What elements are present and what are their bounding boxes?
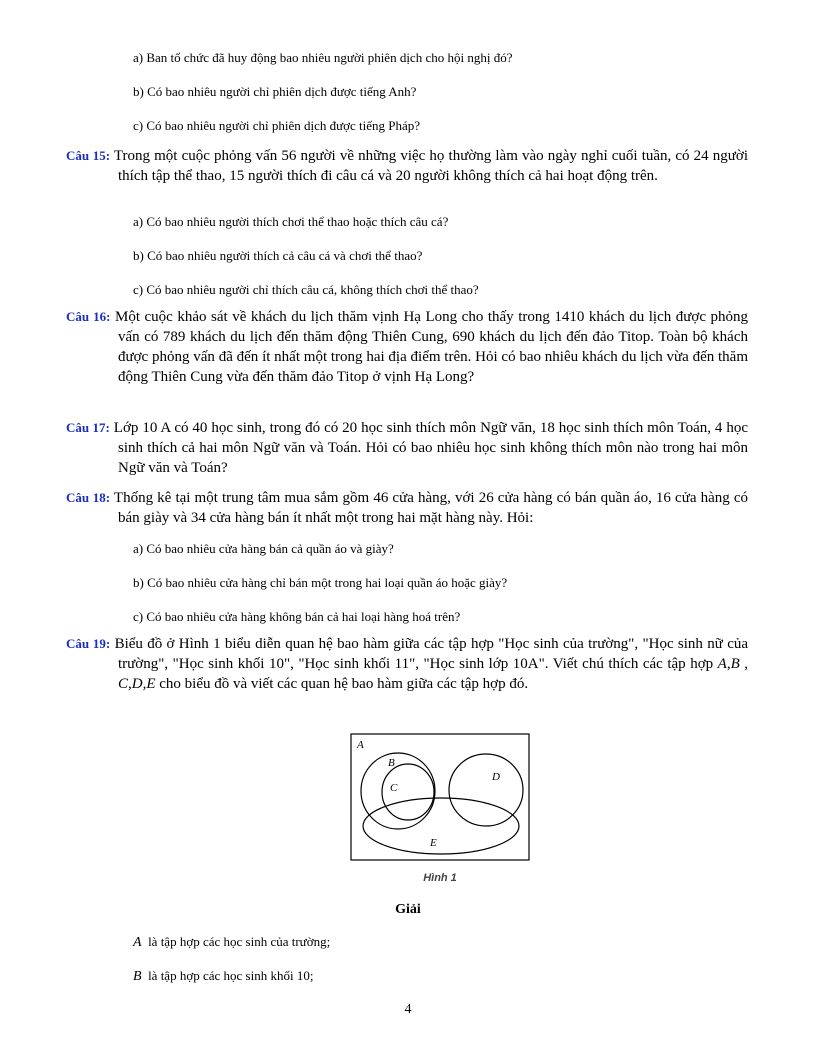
item-b-english-only: b) Có bao nhiêu người chỉ phiên dịch được tiếng Anh?: [133, 84, 417, 99]
solution-line-B-symbol: B: [133, 969, 142, 984]
label-E: E: [430, 837, 437, 849]
question-15-text: Trong một cuộc phỏng vấn 56 người về những việc họ thường làm vào ngày nghỉ cuối tuần, có 24 người thích tập thể thao, 15 người thích đi câu cá và 20 người không thích cả hai hoạt động trên.: [113, 148, 748, 184]
question-15: [66, 146, 748, 186]
question-16-text: Một cuộc khảo sát về khách du lịch thăm vịnh Hạ Long cho thấy trong 1410 khách du lịch được phỏng vấn có 789 khách du lịch đến thăm động Thiên Cung, 690 khách du lịch đến đảo Titop. Toàn bộ khách được phỏng vấn đã đến ít nhất một trong hai địa điểm trên. Hỏi có bao nhiêu khách du lịch vừa đến thăm động Thiên Cung vừa đến thăm đảo Titop ở vịnh Hạ Long?: [115, 309, 749, 385]
question-17: [66, 418, 748, 478]
q18-item-a: a) Có bao nhiêu cửa hàng bán cả quần áo và giày?: [133, 541, 394, 556]
set-E-ellipse: [363, 798, 519, 854]
label-D: D: [492, 771, 500, 783]
question-19-sets: A,B , C,D,E: [118, 656, 749, 692]
question-19: [66, 634, 748, 694]
question-17-text: Lớp 10 A có 40 học sinh, trong đó có 20 học sinh thích môn Ngữ văn, 18 học sinh thích môn Toán, 4 học sinh thích cả hai môn Ngữ văn và Toán. Hỏi có bao nhiêu học sinh không thích môn nào trong hai môn Ngữ văn và Toán?: [113, 420, 748, 476]
question-19-label: Câu 19:: [66, 636, 111, 651]
page-number: 4: [404, 1002, 412, 1017]
q15-item-a: a) Có bao nhiêu người thích chơi thể thao hoặc thích câu cá?: [133, 214, 449, 229]
solution-line-B-text: là tập hợp các học sinh khối 10;: [148, 968, 314, 983]
question-18-text: Thống kê tại một trung tâm mua sắm gồm 46 cửa hàng, với 26 cửa hàng có bán quần áo, 16 cửa hàng có bán giày và 34 cửa hàng bán ít nhất một trong hai mặt hàng này. Hỏi:: [113, 490, 749, 526]
label-B: B: [388, 757, 395, 769]
set-D-circle: [449, 754, 523, 826]
question-19-text-before: Biểu đồ ở Hình 1 biểu diễn quan hệ bao hàm giữa các tập hợp "Học sinh của trường", "Học sinh nữ của trường", "Học sinh khối 10", "Học sinh khối 11", "Học sinh lớp 10A". Viết chú thích các tập hợp: [114, 636, 749, 672]
q18-item-b: b) Có bao nhiêu cửa hàng chỉ bán một trong hai loại quần áo hoặc giày?: [133, 575, 508, 590]
question-15-label: Câu 15:: [66, 148, 111, 163]
question-17-label: Câu 17:: [66, 420, 110, 435]
venn-diagram-figure: [350, 733, 530, 861]
set-A-rectangle: [351, 734, 529, 860]
figure-caption: Hình 1: [423, 872, 457, 884]
solution-line-A-text: là tập hợp các học sinh của trường;: [148, 934, 331, 949]
question-16: [66, 307, 748, 387]
item-c-french-only: c) Có bao nhiêu người chỉ phiên dịch được tiếng Pháp?: [133, 118, 421, 133]
question-18: [66, 488, 748, 528]
question-19-text-after: cho biểu đồ và viết các quan hệ bao hàm giữa các tập hợp đó.: [159, 676, 529, 692]
label-C: C: [390, 782, 398, 794]
question-16-label: Câu 16:: [66, 309, 111, 324]
question-18-label: Câu 18:: [66, 490, 111, 505]
label-A: A: [357, 739, 364, 751]
q18-item-c: c) Có bao nhiêu cửa hàng không bán cả hai loại hàng hoá trên?: [133, 609, 461, 624]
solution-line-A-symbol: A: [133, 935, 142, 950]
item-a-translators: a) Ban tổ chức đã huy động bao nhiêu người phiên dịch cho hội nghị đó?: [133, 50, 513, 65]
solution-line-B: [133, 968, 313, 985]
q15-item-c: c) Có bao nhiêu người chỉ thích câu cá, không thích chơi thể thao?: [133, 282, 479, 297]
solution-heading: Giải: [395, 902, 421, 917]
solution-line-A: [133, 934, 330, 951]
q15-item-b: b) Có bao nhiêu người thích cả câu cá và chơi thể thao?: [133, 248, 423, 263]
